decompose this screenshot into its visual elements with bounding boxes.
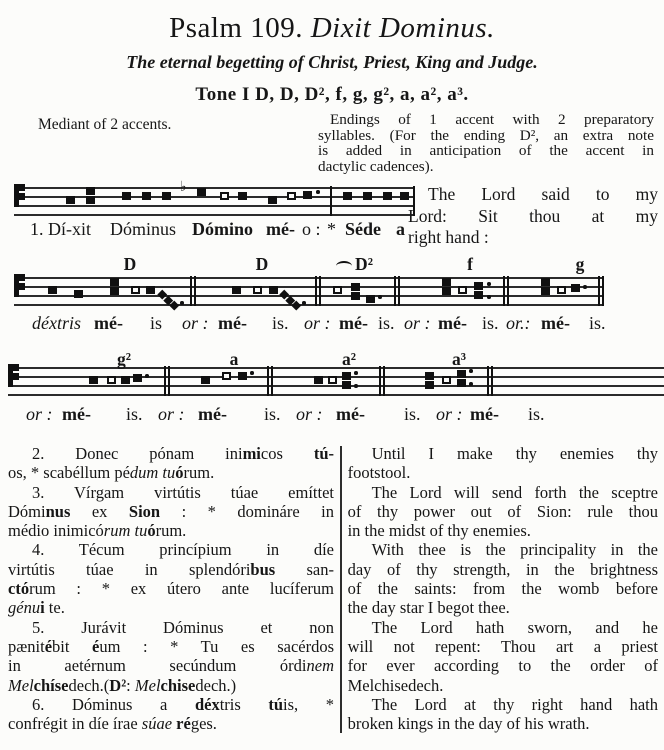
note-punctum [571,284,580,292]
text-run: is added in anticipation of the accent in [318,142,654,160]
verse-line [8,714,334,733]
rhythm-dot [250,371,254,375]
double-barline [398,276,400,306]
verse-line [318,159,654,175]
ending-label: D [123,254,137,274]
text-run: The Lord said to my [428,184,658,204]
text-run: D² [109,675,127,695]
lyric-syllable: is. [482,313,499,333]
page-title [0,12,664,45]
text-run: mi [242,444,261,463]
note-hollow [222,372,231,380]
lyric-syllable: Dóminus [110,219,177,239]
lyric-syllable: o : [302,219,321,239]
rhythm-dot [487,282,491,286]
text-run: syllables. (For the ending D², an extra note [318,126,654,144]
text-run: 5. Jurávit Dóminus et non [32,617,334,637]
text-run: ex [70,501,129,521]
verse-line [8,656,334,675]
text-run: 4. Técum princípium in díe [32,540,334,560]
note-podatus [474,282,483,299]
lyric-syllable: or : [404,313,431,333]
verse-line [348,695,658,714]
note-punctum [303,191,312,199]
text-run: rum. [155,521,187,541]
text-run: médio inimicó [8,521,104,541]
lyric-syllable: a [396,219,405,239]
mediant-note: Mediant of 2 accents. [38,116,172,133]
text-run: broken kings in the day of his wrath. [347,714,590,734]
verse-columns [8,444,658,733]
text-run: Mel [8,675,34,695]
lyric-syllable: * [327,219,336,239]
text-run: te. [44,598,65,618]
text-run: 6. Dóminus a [32,694,195,714]
text-run: confrégit in díe írae [8,714,142,734]
note-punctum [268,196,277,204]
double-barline [487,366,489,396]
text-run: With thee is the principality in the [371,540,658,560]
verse-line [348,444,658,463]
verse-line [348,676,658,695]
double-barline [315,276,317,306]
note-punctum [238,192,247,200]
note-podatus [351,283,360,300]
tone-heading: Tone I D, D, D², f, g, g², a, a², a³. [195,84,469,105]
lyric-syllable: or : [182,313,209,333]
text-run: : [126,675,135,695]
double-barline [507,276,509,306]
lyric-syllable: 1. Dí-xit [30,219,91,239]
double-barline [164,366,166,396]
lyric-syllable: or : [436,404,463,424]
note-hollow [328,376,337,384]
verse [8,540,334,617]
verse-line [348,560,658,579]
lyric-syllable: mé- [218,313,247,333]
text-run: tú [268,694,284,714]
verse-line [318,128,654,144]
lyric-syllable: or.: [506,313,531,333]
text-run: right hand : [408,227,489,247]
text-run: san- [275,559,334,579]
text-run: os, * scabéllum pé [8,463,130,483]
rhythm-dot [469,382,473,386]
verse [348,695,658,734]
note-punctum [238,372,247,380]
text-run: dech.( [68,675,110,695]
verse-line [348,714,658,733]
barline [330,186,332,216]
rhythm-dot [378,295,382,299]
text-run: i [40,598,45,618]
text-run: nem [306,656,334,676]
text-run: rum : * ex útero ante lucíferum [29,579,334,599]
double-barline [394,276,396,306]
text-run: Dómi [8,501,46,521]
note-punctum [142,192,151,200]
text-run: rum. [183,463,215,483]
note-hollow [107,376,116,384]
verse-line [348,540,658,559]
lyric-syllable: mé- [266,219,295,239]
flat-icon: ♭ [180,179,187,195]
verse [348,540,658,617]
note-podatus [442,278,451,295]
staff-line [8,367,664,369]
staff-line [14,295,604,297]
latin-column [8,444,334,733]
double-barline [503,276,505,306]
lyric-syllable: mé- [336,404,365,424]
lyric-syllable: mé- [94,313,123,333]
do-clef-icon [8,364,13,387]
text-run: Sion [128,501,161,521]
text-run: um : * Tu es sacérdos [99,636,335,656]
lyric-syllable: mé- [339,313,368,333]
text-run: dech.) [195,675,237,695]
verse-line [8,560,334,579]
note-punctum [122,192,131,200]
text-run: bit [52,636,92,656]
staff-line [14,187,414,189]
lyric-syllable: mé- [62,404,91,424]
verse-line [348,483,658,502]
verse-line [8,540,334,559]
verse-line [408,206,658,228]
verse-line [348,521,658,540]
verse [348,483,658,541]
lyric-syllable: mé- [438,313,467,333]
text-run: é [92,636,100,656]
lyric-syllable: is [150,313,163,333]
ending-label: g [575,254,585,274]
text-run: ré [176,714,191,734]
rhythm-dot [316,190,320,194]
double-barline [379,366,381,396]
text-run: dum tu [129,463,176,483]
text-run: chíse [33,675,69,695]
text-run: will not repent: Thou art a priest [347,636,658,656]
lyric-syllable: mé- [470,404,499,424]
lyric-syllable: or : [26,404,53,424]
text-run: Mel [134,675,161,695]
note-diamond [170,301,179,310]
lyric-syllable: is. [378,313,395,333]
rhythm-dot [354,371,358,375]
text-run: ges. [190,714,217,734]
note-punctum [74,290,83,298]
text-run: Until I make thy enemies thy [371,444,658,463]
text-run: tú- [313,444,335,463]
column-divider [340,446,342,733]
note-punctum [201,376,210,384]
text-run: ó [147,521,156,541]
verse [8,483,334,541]
ending-label: D [255,254,269,274]
text-run: rum tu [103,521,148,541]
verse-line [8,521,334,540]
lyric-syllable: is. [404,404,421,424]
verse-line [8,618,334,637]
note-punctum [48,286,57,294]
verse-line [348,618,658,637]
ending-label: D² [355,254,373,274]
verse-line [8,637,334,656]
verse-line [8,676,334,695]
note-punctum [314,376,323,384]
lyric-syllable: mé- [198,404,227,424]
double-barline [271,366,273,396]
endings-note [318,112,654,174]
staff-line [8,385,664,387]
staff-line [14,286,604,288]
note-podatus [342,372,351,389]
verse [8,695,334,734]
double-barline [383,366,385,396]
page-subtitle: The eternal begetting of Christ, Priest, King and Judge. [126,52,538,72]
text-run: ó [175,463,184,483]
staff-line [8,394,664,396]
staff-line [14,277,604,279]
note-punctum [162,192,171,200]
staff-line [14,205,414,207]
note-hollow [557,286,566,294]
double-barline [319,276,321,306]
verse-line [348,598,658,617]
text-run: for ever according to the order of [347,656,658,676]
ending-label: a [229,349,239,369]
text-run: déx [194,694,220,714]
note-punctum [146,286,155,294]
rhythm-dot [583,285,587,289]
verse-line [8,502,334,521]
lyric-syllable: or : [296,404,323,424]
verse [8,444,334,483]
verse [348,618,658,695]
note-punctum [89,376,98,384]
text-run: chise [160,675,196,695]
lyric-syllable: is. [589,313,606,333]
text-run: súae [141,714,173,734]
note-podatus [457,370,466,387]
lyric-syllable: or : [158,404,185,424]
lyric-syllable: is. [272,313,289,333]
text-run: 2. Donec pónam ini [32,444,243,463]
double-barline [602,276,604,306]
verse-line [348,463,658,482]
text-run: ctó [8,579,30,599]
double-barline [491,366,493,396]
text-run: Lord: Sit thou at my [408,205,658,226]
verse-line [8,695,334,714]
rhythm-dot [180,301,184,305]
note-punctum [366,295,375,303]
rhythm-dot [487,295,491,299]
do-clef-icon [14,184,19,207]
verse-line [348,637,658,656]
note-punctum [66,196,75,204]
verse-line [8,579,334,598]
text-run: virtútis túae in splendóri [8,559,251,579]
text-run: is, * [283,694,334,714]
verse-line [348,579,658,598]
note-hollow [442,376,451,384]
note-podatus [541,278,550,295]
text-run: The Lord at thy right hand hath [371,694,658,714]
text-run: nus [45,501,71,521]
double-barline [267,366,269,396]
note-podatus [425,372,434,389]
psalm-number: Psalm 109. [169,12,311,44]
rhythm-dot [145,374,149,378]
text-run: dactylic cadences). [318,157,434,175]
text-run: : * domináre in [160,501,335,521]
rhythm-dot [469,369,473,373]
verse-line [408,227,658,249]
note-hollow [458,286,467,294]
verse-line [408,184,658,206]
text-run: The Lord will send forth the sceptre [371,482,658,502]
text-run: footstool. [347,463,411,483]
lyric-syllable: is. [528,404,545,424]
note-podatus [110,278,119,295]
staff-line [14,214,414,216]
english-column [348,444,658,733]
lyric-syllable: or : [304,313,331,333]
chant-translation [408,184,658,249]
verse-line [8,444,334,463]
note-punctum [363,192,372,200]
verse-line [318,112,654,128]
note-punctum [121,376,130,384]
text-run: of thy power out of Sion: rule thou [347,501,658,521]
slur-arc-icon [336,261,352,271]
note-hollow [131,286,140,294]
text-run: cos [260,444,314,463]
text-run: of the saints: from the womb before [347,579,658,599]
double-barline [190,276,192,306]
note-punctum [133,374,142,382]
verse-line [8,483,334,502]
ending-label: g² [117,349,131,369]
verse-line [8,598,334,617]
text-run: Melchisedech. [347,675,444,695]
verse-line [348,656,658,675]
text-run: in the midst of thy enemies. [347,521,531,541]
note-diamond [292,301,301,310]
text-run: bus [250,559,276,579]
text-run: génu [8,598,41,618]
text-run: in aetérnum secúndum órdi [8,656,307,676]
do-clef-icon [14,274,19,297]
note-hollow [253,286,262,294]
verse [8,618,334,695]
text-run: Endings of 1 accent with 2 preparatory [330,111,654,128]
staff-line [14,304,604,306]
text-run: day of thy strength, in the brightness [347,559,658,579]
rhythm-dot [354,384,358,388]
verse-line [8,463,334,482]
note-punctum [197,188,206,196]
text-run: the day star I begot thee. [347,598,510,618]
ending-label: a² [342,349,356,369]
double-barline [194,276,196,306]
lyric-syllable: Dómino [192,219,254,239]
lyric-syllable: is. [126,404,143,424]
ending-label: a³ [452,349,466,369]
lyric-syllable: déxtris [32,313,81,333]
psalm-name: Dixit Dominus. [310,12,495,44]
text-run: pænit [8,636,45,656]
note-hollow [333,286,342,294]
rhythm-dot [302,301,306,305]
verse [348,444,658,483]
note-hollow [220,192,229,200]
double-barline [598,276,600,306]
note-hollow [287,192,296,200]
text-run: tris [219,694,269,714]
lyric-syllable: Séde [345,219,381,239]
note-punctum [232,286,241,294]
lyric-syllable: is. [264,404,281,424]
note-podatus [86,187,95,204]
lyric-syllable: mé- [541,313,570,333]
verse-line [348,502,658,521]
ending-label: f [467,254,473,274]
verse-line [318,143,654,159]
note-punctum [343,192,352,200]
double-barline [168,366,170,396]
text-run: é [44,636,53,656]
note-punctum [383,192,392,200]
note-punctum [269,286,278,294]
text-run: The Lord hath sworn, and he [371,617,658,637]
text-run: 3. Vírgam virtútis túae emíttet [32,482,334,502]
